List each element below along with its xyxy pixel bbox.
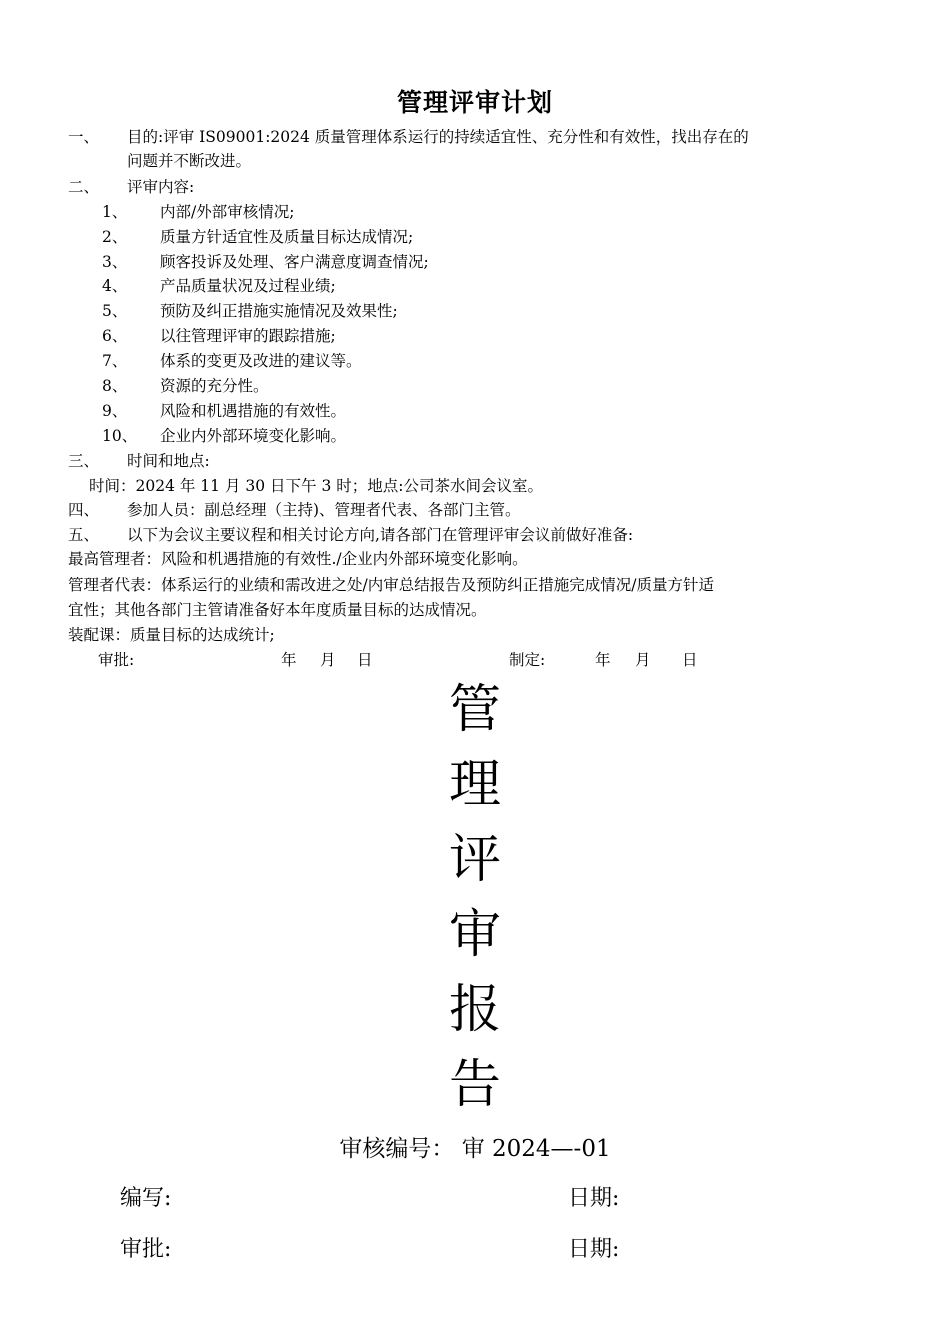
content-item-text: 预防及纠正措施实施情况及效果性; xyxy=(160,302,398,320)
content-item-text: 风险和机遇措施的有效性。 xyxy=(160,402,347,420)
made-day-label: 日 xyxy=(682,651,698,669)
approve-month-label: 月 xyxy=(320,651,336,669)
section-2-number: 二、 xyxy=(68,178,100,196)
made-label: 制定: xyxy=(509,651,546,669)
section-1-text: 目的:评审 IS09001:2024 质量管理体系运行的持续适宜性、充分性和有效性，找出存在的 xyxy=(127,128,749,146)
audit-code-line xyxy=(0,1130,950,1163)
approver-label: 审批: xyxy=(120,1237,172,1262)
section-5-number: 五、 xyxy=(68,526,100,544)
content-item-number: 4、 xyxy=(102,277,128,295)
content-item-number: 8、 xyxy=(102,377,128,395)
section-2-text: 评审内容: xyxy=(127,178,195,196)
top-manager-agenda: 最高管理者：风险和机遇措施的有效性./企业内外部环境变化影响。 xyxy=(68,550,528,568)
content-item-number: 5、 xyxy=(102,302,128,320)
approve-label: 审批: xyxy=(98,651,135,669)
report-title-char: 理 xyxy=(448,755,501,815)
content-item-number: 7、 xyxy=(102,352,128,370)
report-title-char: 管 xyxy=(448,680,501,740)
plan-title: 管理评审计划 xyxy=(396,88,553,117)
report-title-char: 告 xyxy=(448,1055,501,1115)
approver-date-label: 日期: xyxy=(568,1237,620,1262)
report-title-char: 报 xyxy=(448,980,501,1040)
report-title-char: 评 xyxy=(448,830,501,890)
section-5-text: 以下为会议主要议程和相关讨论方向,请各部门在管理评审会议前做好准备: xyxy=(127,526,634,544)
section-4-text: 参加人员：副总经理（主持)、管理者代表、各部门主管。 xyxy=(127,501,521,519)
made-year-label: 年 xyxy=(595,651,611,669)
section-4-number: 四、 xyxy=(68,501,100,519)
section-1-number: 一、 xyxy=(68,128,100,146)
content-item-text: 企业内外部环境变化影响。 xyxy=(160,427,347,445)
made-month-label: 月 xyxy=(635,651,651,669)
time-and-place: 时间：2024 年 11 月 30 日下午 3 时；地点:公司茶水间会议室。 xyxy=(89,477,543,495)
audit-code-value: 审 2024—-01 xyxy=(461,1136,611,1162)
content-item-number: 9、 xyxy=(102,402,128,420)
assembly-agenda: 装配课：质量目标的达成统计; xyxy=(68,626,275,644)
content-item-number: 1、 xyxy=(102,203,128,221)
content-item-text: 产品质量状况及过程业绩; xyxy=(160,277,336,295)
representative-agenda-line-2: 宜性；其他各部门主管请准备好本年度质量目标的达成情况。 xyxy=(68,601,487,619)
approve-year-label: 年 xyxy=(281,651,297,669)
content-item-text: 体系的变更及改进的建议等。 xyxy=(160,352,362,370)
content-item-text: 质量方针适宜性及质量目标达成情况; xyxy=(160,228,414,246)
section-3-number: 三、 xyxy=(68,452,100,470)
content-item-number: 2、 xyxy=(102,228,128,246)
author-label: 编写: xyxy=(120,1186,172,1211)
content-item-number: 10、 xyxy=(102,427,138,445)
content-item-text: 以往管理评审的跟踪措施; xyxy=(160,327,336,345)
audit-code-label: 审核编号： xyxy=(339,1136,455,1162)
approve-day-label: 日 xyxy=(357,651,373,669)
content-item-text: 内部/外部审核情况; xyxy=(160,203,295,221)
section-1-line-2: 问题并不断改进。 xyxy=(127,152,252,170)
content-item-number: 6、 xyxy=(102,327,128,345)
section-3-text: 时间和地点: xyxy=(127,452,210,470)
report-title-char: 审 xyxy=(448,905,501,965)
content-item-text: 资源的充分性。 xyxy=(160,377,269,395)
content-item-text: 顾客投诉及处理、客户满意度调查情况; xyxy=(160,253,429,271)
author-date-label: 日期: xyxy=(568,1186,620,1211)
representative-agenda-line-1: 管理者代表：体系运行的业绩和需改进之处/内审总结报告及预防纠正措施完成情况/质量方针适 xyxy=(68,576,714,594)
content-item-number: 3、 xyxy=(102,253,128,271)
